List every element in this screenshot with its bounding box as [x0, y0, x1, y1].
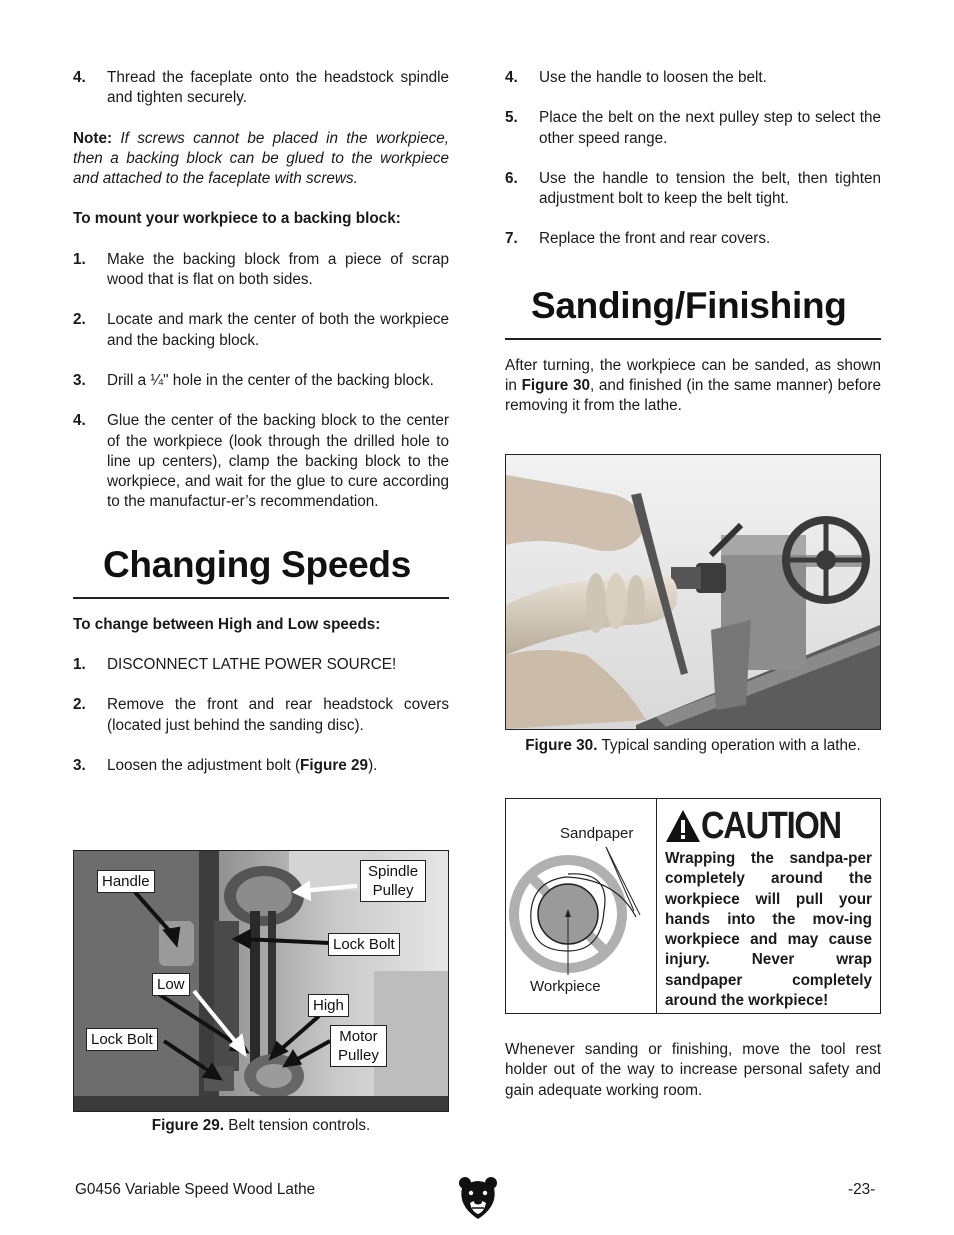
- lock-bolt-top-label: Lock Bolt: [328, 933, 400, 956]
- speed-step-6: [505, 169, 881, 210]
- caption-text: Belt tension controls.: [228, 1117, 371, 1134]
- note-label: Note:: [73, 129, 113, 147]
- footer-page-number: -23-: [848, 1181, 876, 1198]
- figure-30-caption: [505, 736, 881, 756]
- figure-30-photo: [505, 454, 881, 730]
- sanding-operation-photo-icon: [506, 455, 880, 729]
- footer-model: G0456 Variable Speed Wood Lathe: [75, 1181, 316, 1198]
- backing-step-3: [73, 371, 449, 391]
- step-text: Drill a ¼" hole in the center of the backing block.: [107, 371, 434, 389]
- note-text: If screws cannot be placed in the workpiece, then a backing block can be glued to the workpiece and attached to the faceplate with screws.: [73, 129, 449, 188]
- step-text: Locate and mark the center of both the workpiece and the backing block.: [107, 311, 449, 349]
- caution-content: [657, 799, 880, 1013]
- speed-step-1: [73, 655, 449, 675]
- motor-pulley-label: [330, 1025, 387, 1067]
- step-number: 4.: [73, 69, 86, 86]
- motor-pulley-label-line-1: Motor: [339, 1028, 378, 1045]
- note-paragraph: [73, 129, 449, 190]
- step-text: [107, 756, 449, 776]
- lock-bolt-bottom-label: Lock Bolt: [86, 1028, 158, 1051]
- spindle-pulley-label-line-2: Pulley: [372, 882, 414, 899]
- step-text: Use the handle to tension the belt, then tighten adjustment bolt to keep the belt tight.: [539, 169, 881, 208]
- backing-step-2: [73, 310, 449, 351]
- step-number: 1.: [73, 250, 86, 268]
- step-number: 2.: [73, 696, 86, 714]
- figure-29-reference: Figure 29: [300, 756, 369, 774]
- backing-step-1: [73, 250, 449, 291]
- backing-block-heading: To mount your workpiece to a backing block:: [73, 210, 401, 228]
- step-number: 6.: [505, 169, 518, 187]
- sanding-finishing-title: Sanding/Finishing: [531, 284, 847, 326]
- speed-heading: To change between High and Low speeds:: [73, 615, 381, 633]
- workpiece-label: Workpiece: [530, 978, 601, 995]
- caption-text: Typical sanding operation with a lathe.: [601, 737, 861, 754]
- step-text: DISCONNECT LATHE POWER SOURCE!: [107, 656, 397, 674]
- step-number: 4.: [73, 412, 86, 430]
- step-text: Make the backing block from a piece of scrap wood that is flat on both sides.: [107, 250, 449, 289]
- speed-step-4: [505, 68, 881, 88]
- step-text: Replace the front and rear covers.: [539, 230, 771, 248]
- spindle-pulley-label: [360, 860, 426, 902]
- backing-step-4: [73, 411, 449, 512]
- step-number: 3.: [73, 371, 86, 389]
- caution-word: CAUTION: [701, 805, 841, 847]
- step-text: Glue the center of the backing block to the center of the workpiece (look through the drilled hole to line up centers), clamp the backing block to the workpiece, and wait for the glue to cure according to the manufactur-er’s recommendation.: [107, 412, 449, 511]
- section-rule: [505, 338, 881, 340]
- changing-speeds-title: Changing Speeds: [103, 543, 411, 585]
- caution-illustration: [506, 799, 657, 1013]
- step-number: 1.: [73, 656, 86, 674]
- figure-29-photo: [73, 850, 449, 1112]
- section-rule: [73, 597, 449, 599]
- high-label: High: [308, 994, 349, 1017]
- handle-label: Handle: [97, 870, 155, 893]
- spindle-pulley-label-line-1: Spindle: [368, 863, 419, 880]
- sandpaper-label: Sandpaper: [560, 825, 634, 842]
- intro-post: , and finished (in the same manner) before removing it from the lathe.: [505, 377, 881, 415]
- step-number: 2.: [73, 311, 86, 329]
- step-number: 5.: [505, 109, 518, 127]
- step-number: 7.: [505, 230, 518, 248]
- motor-pulley-label-line-2: Pulley: [338, 1047, 379, 1064]
- right-column: [505, 68, 881, 437]
- speed-step-3: [73, 756, 449, 776]
- step-text: Thread the faceplate onto the headstock spindle and tighten securely.: [107, 69, 449, 107]
- intro-pre: After turning, the workpiece can be sanded, as shown in: [505, 356, 881, 395]
- step-text: Remove the front and rear headstock covers (located just behind the sanding disc).: [107, 696, 449, 734]
- low-label: Low: [152, 973, 190, 996]
- left-column: [73, 68, 449, 796]
- caption-label: Figure 29.: [151, 1117, 224, 1134]
- step-text: Use the handle to loosen the belt.: [539, 69, 767, 86]
- caution-text: Wrapping the sandpa-per completely around the workpiece will pull your hands into the mov-ing workpiece and may cause injury. Never wrap sandpaper completely around the workpiece!: [665, 850, 872, 1010]
- figure-29-caption: [73, 1116, 449, 1136]
- sanding-intro: [505, 356, 881, 417]
- bear-head-icon: [458, 1176, 498, 1220]
- warning-triangle-icon: [665, 809, 701, 843]
- speed-step-2: [73, 695, 449, 736]
- faceplate-step-4: [73, 68, 449, 109]
- caption-label: Figure 30.: [525, 737, 598, 754]
- step-text-post: ).: [368, 756, 378, 774]
- step-text: Place the belt on the next pulley step to select the other speed range.: [539, 109, 881, 147]
- figure-30-reference: Figure 30: [521, 377, 590, 395]
- step-text-pre: Loosen the adjustment bolt (: [107, 756, 301, 774]
- step-number: 4.: [505, 69, 518, 86]
- prohibited-wrap-icon: [506, 799, 656, 1013]
- caution-header: [665, 805, 872, 847]
- speed-step-5: [505, 108, 881, 149]
- caution-box: [505, 798, 881, 1014]
- closing-paragraph: Whenever sanding or finishing, move the tool rest holder out of the way to increase personal safety and gain adequate working room.: [505, 1041, 881, 1099]
- step-number: 3.: [73, 756, 86, 774]
- speed-step-7: [505, 229, 881, 249]
